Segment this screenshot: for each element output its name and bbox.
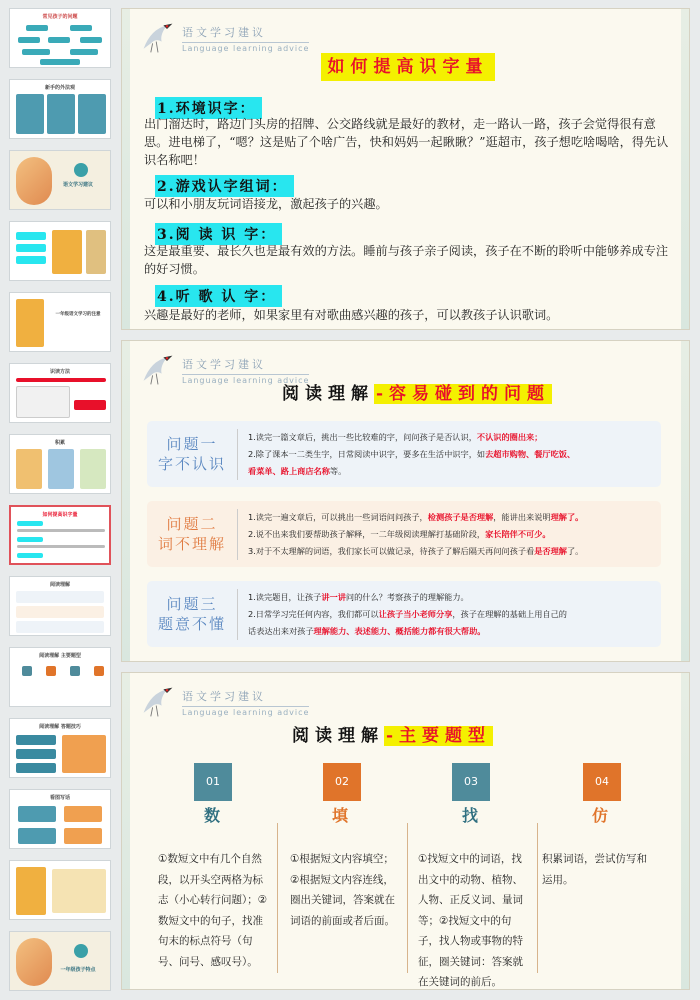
type-number-box: 03 [452, 763, 490, 801]
slide-thumbnail-8-selected[interactable] [9, 505, 111, 565]
slide-thumbnail-9[interactable] [9, 576, 111, 636]
logo-subtitle: Language learning advice [182, 43, 310, 53]
type-number-box: 01 [194, 763, 232, 801]
slide-thumbnail-14[interactable] [9, 931, 111, 991]
type-column-4 [542, 803, 660, 826]
slide-title: 如何提高识字量 [321, 53, 495, 81]
problem-card-3 [147, 581, 661, 647]
section-heading-3: 3.阅 读 识 字： [155, 223, 282, 245]
slide-reading-problems[interactable] [121, 340, 690, 662]
logo-title: 语文学习建议 [182, 689, 266, 703]
type-column-3 [412, 803, 530, 826]
thumb-title: 如何提高识字量 [42, 512, 78, 518]
thumb-title: 看图写话 [49, 795, 70, 801]
thumb-title: 识读方法 [49, 369, 70, 375]
type-description: ①数短文中有几个自然段，以开头空两格为标志（小心转行问题）；②数短文中的句子，找准句末的标点符号（句号、问号、感叹号）。 [158, 853, 268, 968]
type-description: ①找短文中的词语，找出文中的动物、植物、人物、正反义词、量词等；②找短文中的句子，找人物或事物的特征，圈关键词：答案就在关键词的前后。 [418, 853, 523, 988]
crane-icon [140, 21, 176, 55]
thumb-title: 阅读理解 答题技巧 [39, 724, 81, 730]
thumb-title: 新手的外法观 [44, 85, 75, 91]
logo-subtitle: Language learning advice [182, 375, 310, 385]
slide-thumbnail-3[interactable] [9, 150, 111, 210]
problem-description: 1.读完一篇文章后，挑出一些比较难的字，问问孩子是否认识，不认识的圈出来； 2.除了课本一二类生字，日常阅读中识字，要多在生活中识字，如去超市购物、餐厅吃饭、 看菜单、路上商店名称等。 [237, 429, 661, 480]
thumb-title: 阅读理解 主要题型 [39, 653, 81, 659]
section-text-3: 这是最重要、最长久也是最有效的方法。睡前与孩子亲子阅读，孩子在不断的聆听中能够养成专注的好习惯。 [144, 244, 669, 276]
slide-thumbnail-1[interactable] [9, 8, 111, 68]
slide-thumbnail-4[interactable] [9, 221, 111, 281]
section-text-1: 出门溜达时，路边门头房的招牌、公交路线就是最好的教材，走一路认一路，孩子会觉得很有意思。进电梯了，“嗯？这是贴了个啥广告，快和妈妈一起瞅瞅？”逛超市，孩子想吃啥喝啥，得先认识名称吧！ [144, 117, 669, 167]
type-heading: 数 [203, 806, 222, 825]
problem-card-1 [147, 421, 661, 487]
crane-icon [140, 353, 176, 387]
logo [140, 21, 309, 55]
slide-question-types[interactable] [121, 672, 690, 990]
thumb-title: 阅读理解 [49, 582, 70, 588]
problem-name: 词不理解 [157, 535, 226, 553]
crane-icon [140, 685, 176, 719]
type-description: 积累词语，尝试仿写和运用。 [542, 853, 647, 886]
type-heading: 找 [461, 806, 480, 825]
slide-thumbnail-5[interactable] [9, 292, 111, 352]
thumb-title: 语文学习建议 [62, 182, 93, 188]
slide-thumbnail-10[interactable] [9, 647, 111, 707]
thumb-title: 一年级语文学习的注意 [55, 312, 101, 317]
slide-thumbnail-panel [0, 0, 116, 1000]
logo-title: 语文学习建议 [182, 25, 266, 39]
section-text-2: 可以和小朋友玩词语接龙，激起孩子的兴趣。 [144, 197, 388, 211]
type-number-box: 02 [323, 763, 361, 801]
slide-identify-chars[interactable] [121, 8, 690, 330]
problem-name: 字不认识 [157, 455, 226, 473]
problem-card-2 [147, 501, 661, 567]
logo-title: 语文学习建议 [182, 357, 266, 371]
problem-description: 1.读完一遍文章后，可以挑出一些词语问问孩子，检测孩子是否理解，能讲出来说明理解了。 2.说不出来我们要帮助孩子解释，一二年级阅读理解打基础阶段，家长陪伴不可少。 3.对于不太理解的词语，我们家长可以做记录，待孩子了解后隔天再问问孩子看是否理解了。 [237, 509, 661, 560]
slide-thumbnail-2[interactable] [9, 79, 111, 139]
type-heading: 填 [331, 806, 350, 825]
slide-title: 阅读理解 -容易碰到的问题 [282, 384, 551, 404]
thumb-title: 积累 [54, 440, 65, 446]
type-column-1 [154, 803, 272, 826]
slide-thumbnail-11[interactable] [9, 718, 111, 778]
slide-title: 阅读理解 -主要题型 [292, 726, 492, 746]
type-description: ①根据短文内容填空；②根据短文内容连线，圈出关键词，答案就在词语的前面或者后面。 [290, 853, 395, 927]
section-heading-4: 4.听 歌 认 字： [155, 285, 282, 307]
problem-number: 问题三 [166, 595, 218, 613]
section-text-4: 兴趣是最好的老师，如果家里有对歌曲感兴趣的孩子，可以教孩子认识歌词。 [144, 308, 559, 322]
slide-thumbnail-12[interactable] [9, 789, 111, 849]
thumb-title: 常见孩子的问题 [42, 14, 78, 20]
logo-subtitle: Language learning advice [182, 707, 310, 717]
slide-thumbnail-13[interactable] [9, 860, 111, 920]
thumb-title: 一年级孩子特点 [60, 967, 96, 973]
slide-thumbnail-7[interactable] [9, 434, 111, 494]
slide-thumbnail-6[interactable] [9, 363, 111, 423]
type-heading: 仿 [591, 806, 610, 825]
problem-number: 问题一 [166, 435, 218, 453]
type-column-2 [282, 803, 400, 826]
section-heading-1: 1.环境识字： [155, 97, 262, 119]
section-heading-2: 2.游戏认字组词： [155, 175, 294, 197]
problem-name: 题意不懂 [157, 615, 226, 633]
type-number-box: 04 [583, 763, 621, 801]
logo [140, 685, 309, 719]
problem-number: 问题二 [166, 515, 218, 533]
problem-description: 1.读完题目，让孩子讲一讲问的什么？考察孩子的理解能力。 2.日常学习完任何内容，我们都可以让孩子当小老师分享，孩子在理解的基础上用自己的 话表达出来对孩子理解能力、表述能力、概括能力都有很大帮助。 [237, 589, 661, 640]
